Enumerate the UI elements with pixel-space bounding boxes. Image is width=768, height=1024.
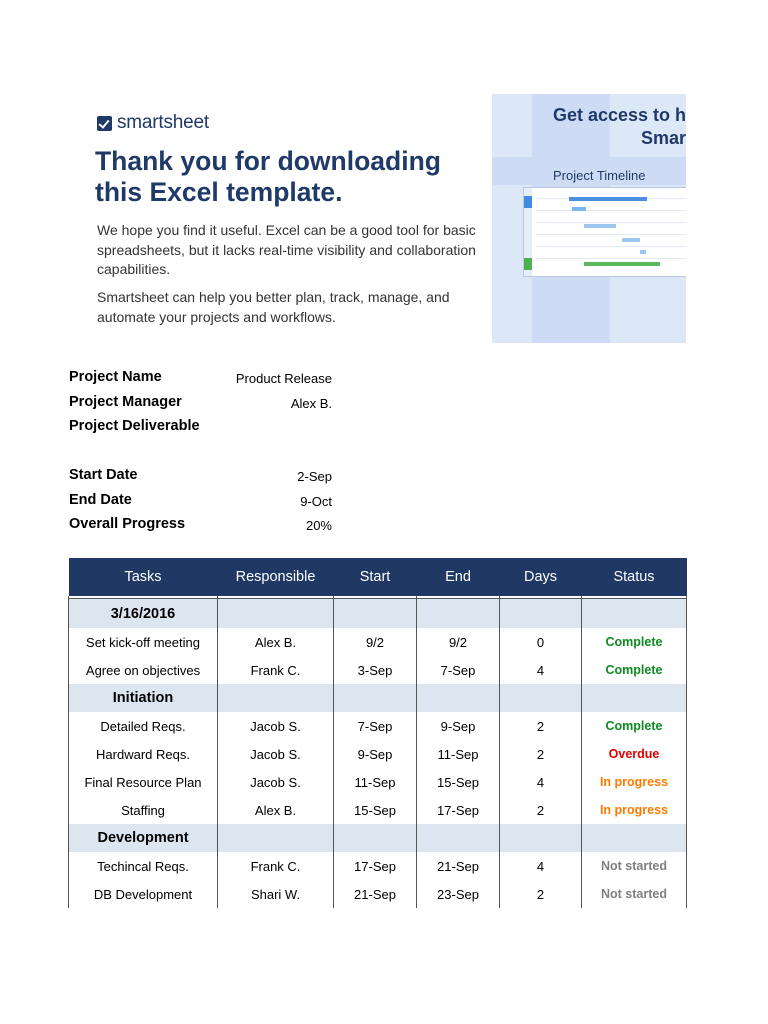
responsible-cell[interactable]: Jacob S. xyxy=(218,740,334,768)
overall-progress-value[interactable]: 20% xyxy=(305,518,332,533)
overall-progress-label: Overall Progress xyxy=(69,516,186,532)
promo-headline xyxy=(492,104,686,150)
days-cell[interactable]: 2 xyxy=(500,740,582,768)
end-cell[interactable]: 11-Sep xyxy=(417,740,500,768)
status-cell[interactable]: In progress xyxy=(582,796,687,824)
table-header-row xyxy=(69,558,687,596)
mini-gantt-marker xyxy=(524,196,532,208)
responsible-cell[interactable]: Alex B. xyxy=(218,796,334,824)
section-title[interactable]: Initiation xyxy=(69,684,218,712)
task-cell[interactable]: DB Development xyxy=(69,880,218,908)
section-row-development xyxy=(69,824,687,852)
days-cell[interactable]: 2 xyxy=(500,712,582,740)
start-cell[interactable]: 7-Sep xyxy=(334,712,417,740)
table-cell[interactable] xyxy=(500,599,582,629)
end-cell[interactable]: 9/2 xyxy=(417,628,500,656)
start-date-value[interactable]: 2-Sep xyxy=(297,469,332,484)
section-title[interactable]: 3/16/2016 xyxy=(69,599,218,629)
table-row xyxy=(69,852,687,880)
promo-line-1: Get access to h xyxy=(552,105,686,125)
banner-headline: Thank you for downloading this Excel template. xyxy=(95,146,441,207)
status-cell[interactable]: Overdue xyxy=(582,740,687,768)
task-cell[interactable]: Staffing xyxy=(69,796,218,824)
project-timeline-label: Project Timeline xyxy=(553,168,646,183)
table-cell[interactable] xyxy=(334,684,417,712)
table-cell[interactable] xyxy=(582,824,687,852)
section-row-date xyxy=(69,599,687,629)
mini-gantt-bar xyxy=(572,207,586,211)
task-cell[interactable]: Set kick-off meeting xyxy=(69,628,218,656)
table-cell[interactable] xyxy=(500,684,582,712)
mini-gantt-bar xyxy=(622,238,640,242)
project-manager-value[interactable]: Alex B. xyxy=(290,396,332,411)
end-cell[interactable]: 17-Sep xyxy=(417,796,500,824)
table-cell[interactable] xyxy=(218,824,334,852)
promo-banner[interactable] xyxy=(492,94,686,343)
mini-gantt-bar xyxy=(640,250,646,254)
start-cell[interactable]: 3-Sep xyxy=(334,656,417,684)
project-name-value[interactable]: Product Release xyxy=(235,371,332,386)
header-tasks[interactable]: Tasks xyxy=(69,558,218,596)
section-row-initiation xyxy=(69,684,687,712)
banner-paragraph-1: We hope you find it useful. Excel can be a good tool for basic spreadsheets, but it lacks real-time visibility and collaboration capabilities. xyxy=(97,222,476,277)
section-title[interactable]: Development xyxy=(69,824,218,852)
responsible-cell[interactable]: Jacob S. xyxy=(218,768,334,796)
end-cell[interactable]: 9-Sep xyxy=(417,712,500,740)
project-manager-label: Project Manager xyxy=(69,394,182,410)
status-cell[interactable]: In progress xyxy=(582,768,687,796)
table-cell[interactable] xyxy=(334,599,417,629)
table-cell[interactable] xyxy=(417,599,500,629)
mini-gantt-row xyxy=(536,222,686,223)
responsible-cell[interactable]: Shari W. xyxy=(218,880,334,908)
promo-line-2: Smar xyxy=(640,128,686,148)
task-cell[interactable]: Agree on objectives xyxy=(69,656,218,684)
status-cell[interactable]: Complete xyxy=(582,628,687,656)
days-cell[interactable]: 4 xyxy=(500,656,582,684)
mini-gantt-row xyxy=(536,246,686,247)
table-row xyxy=(69,656,687,684)
responsible-cell[interactable]: Frank C. xyxy=(218,852,334,880)
header-status[interactable]: Status xyxy=(582,558,687,596)
end-cell[interactable]: 23-Sep xyxy=(417,880,500,908)
table-cell[interactable] xyxy=(582,684,687,712)
responsible-cell[interactable]: Alex B. xyxy=(218,628,334,656)
table-cell[interactable] xyxy=(417,684,500,712)
mini-gantt-row xyxy=(536,234,686,235)
table-row xyxy=(69,740,687,768)
table-row xyxy=(69,712,687,740)
days-cell[interactable]: 4 xyxy=(500,768,582,796)
responsible-cell[interactable]: Frank C. xyxy=(218,656,334,684)
checkmark-logo-icon xyxy=(97,116,112,131)
table-row xyxy=(69,768,687,796)
mini-gantt-bar xyxy=(569,197,647,201)
start-cell[interactable]: 21-Sep xyxy=(334,880,417,908)
task-cell[interactable]: Final Resource Plan xyxy=(69,768,218,796)
table-cell[interactable] xyxy=(417,824,500,852)
table-cell[interactable] xyxy=(582,599,687,629)
header-start[interactable]: Start xyxy=(334,558,417,596)
end-date-value[interactable]: 9-Oct xyxy=(300,494,332,509)
start-cell[interactable]: 11-Sep xyxy=(334,768,417,796)
days-cell[interactable]: 4 xyxy=(500,852,582,880)
start-cell[interactable]: 15-Sep xyxy=(334,796,417,824)
days-cell[interactable]: 2 xyxy=(500,796,582,824)
mini-gantt-bar xyxy=(584,262,660,266)
table-row xyxy=(69,880,687,908)
header-end[interactable]: End xyxy=(417,558,500,596)
project-deliverable-label: Project Deliverable xyxy=(69,418,200,434)
task-cell[interactable]: Techincal Reqs. xyxy=(69,852,218,880)
mini-gantt-marker xyxy=(524,258,532,270)
status-cell[interactable]: Complete xyxy=(582,712,687,740)
header-days[interactable]: Days xyxy=(500,558,582,596)
table-cell[interactable] xyxy=(218,599,334,629)
header-responsible[interactable]: Responsible xyxy=(218,558,334,596)
start-cell[interactable]: 17-Sep xyxy=(334,852,417,880)
days-cell[interactable]: 0 xyxy=(500,628,582,656)
table-cell[interactable] xyxy=(218,684,334,712)
smartsheet-logo[interactable] xyxy=(97,112,209,134)
end-cell[interactable]: 15-Sep xyxy=(417,768,500,796)
logo-text: smartsheet xyxy=(117,112,209,133)
table-cell[interactable] xyxy=(500,824,582,852)
end-cell[interactable]: 21-Sep xyxy=(417,852,500,880)
banner-paragraph-2: Smartsheet can help you better plan, track, manage, and automate your projects and workflows. xyxy=(97,289,450,325)
task-table xyxy=(68,558,687,908)
start-date-label: Start Date xyxy=(69,467,138,483)
task-cell[interactable]: Detailed Reqs. xyxy=(69,712,218,740)
task-cell[interactable]: Hardward Reqs. xyxy=(69,740,218,768)
end-date-label: End Date xyxy=(69,492,132,508)
mini-gantt-row xyxy=(536,258,686,259)
start-cell[interactable]: 9-Sep xyxy=(334,740,417,768)
end-cell[interactable]: 7-Sep xyxy=(417,656,500,684)
days-cell[interactable]: 2 xyxy=(500,880,582,908)
mini-gantt-row xyxy=(536,210,686,211)
status-cell[interactable]: Complete xyxy=(582,656,687,684)
status-cell[interactable]: Not started xyxy=(582,880,687,908)
status-cell[interactable]: Not started xyxy=(582,852,687,880)
table-cell[interactable] xyxy=(334,824,417,852)
mini-gantt-bar xyxy=(584,224,616,228)
responsible-cell[interactable]: Jacob S. xyxy=(218,712,334,740)
project-name-label: Project Name xyxy=(69,369,162,385)
table-row xyxy=(69,628,687,656)
mini-gantt-preview xyxy=(523,187,686,277)
start-cell[interactable]: 9/2 xyxy=(334,628,417,656)
table-row xyxy=(69,796,687,824)
